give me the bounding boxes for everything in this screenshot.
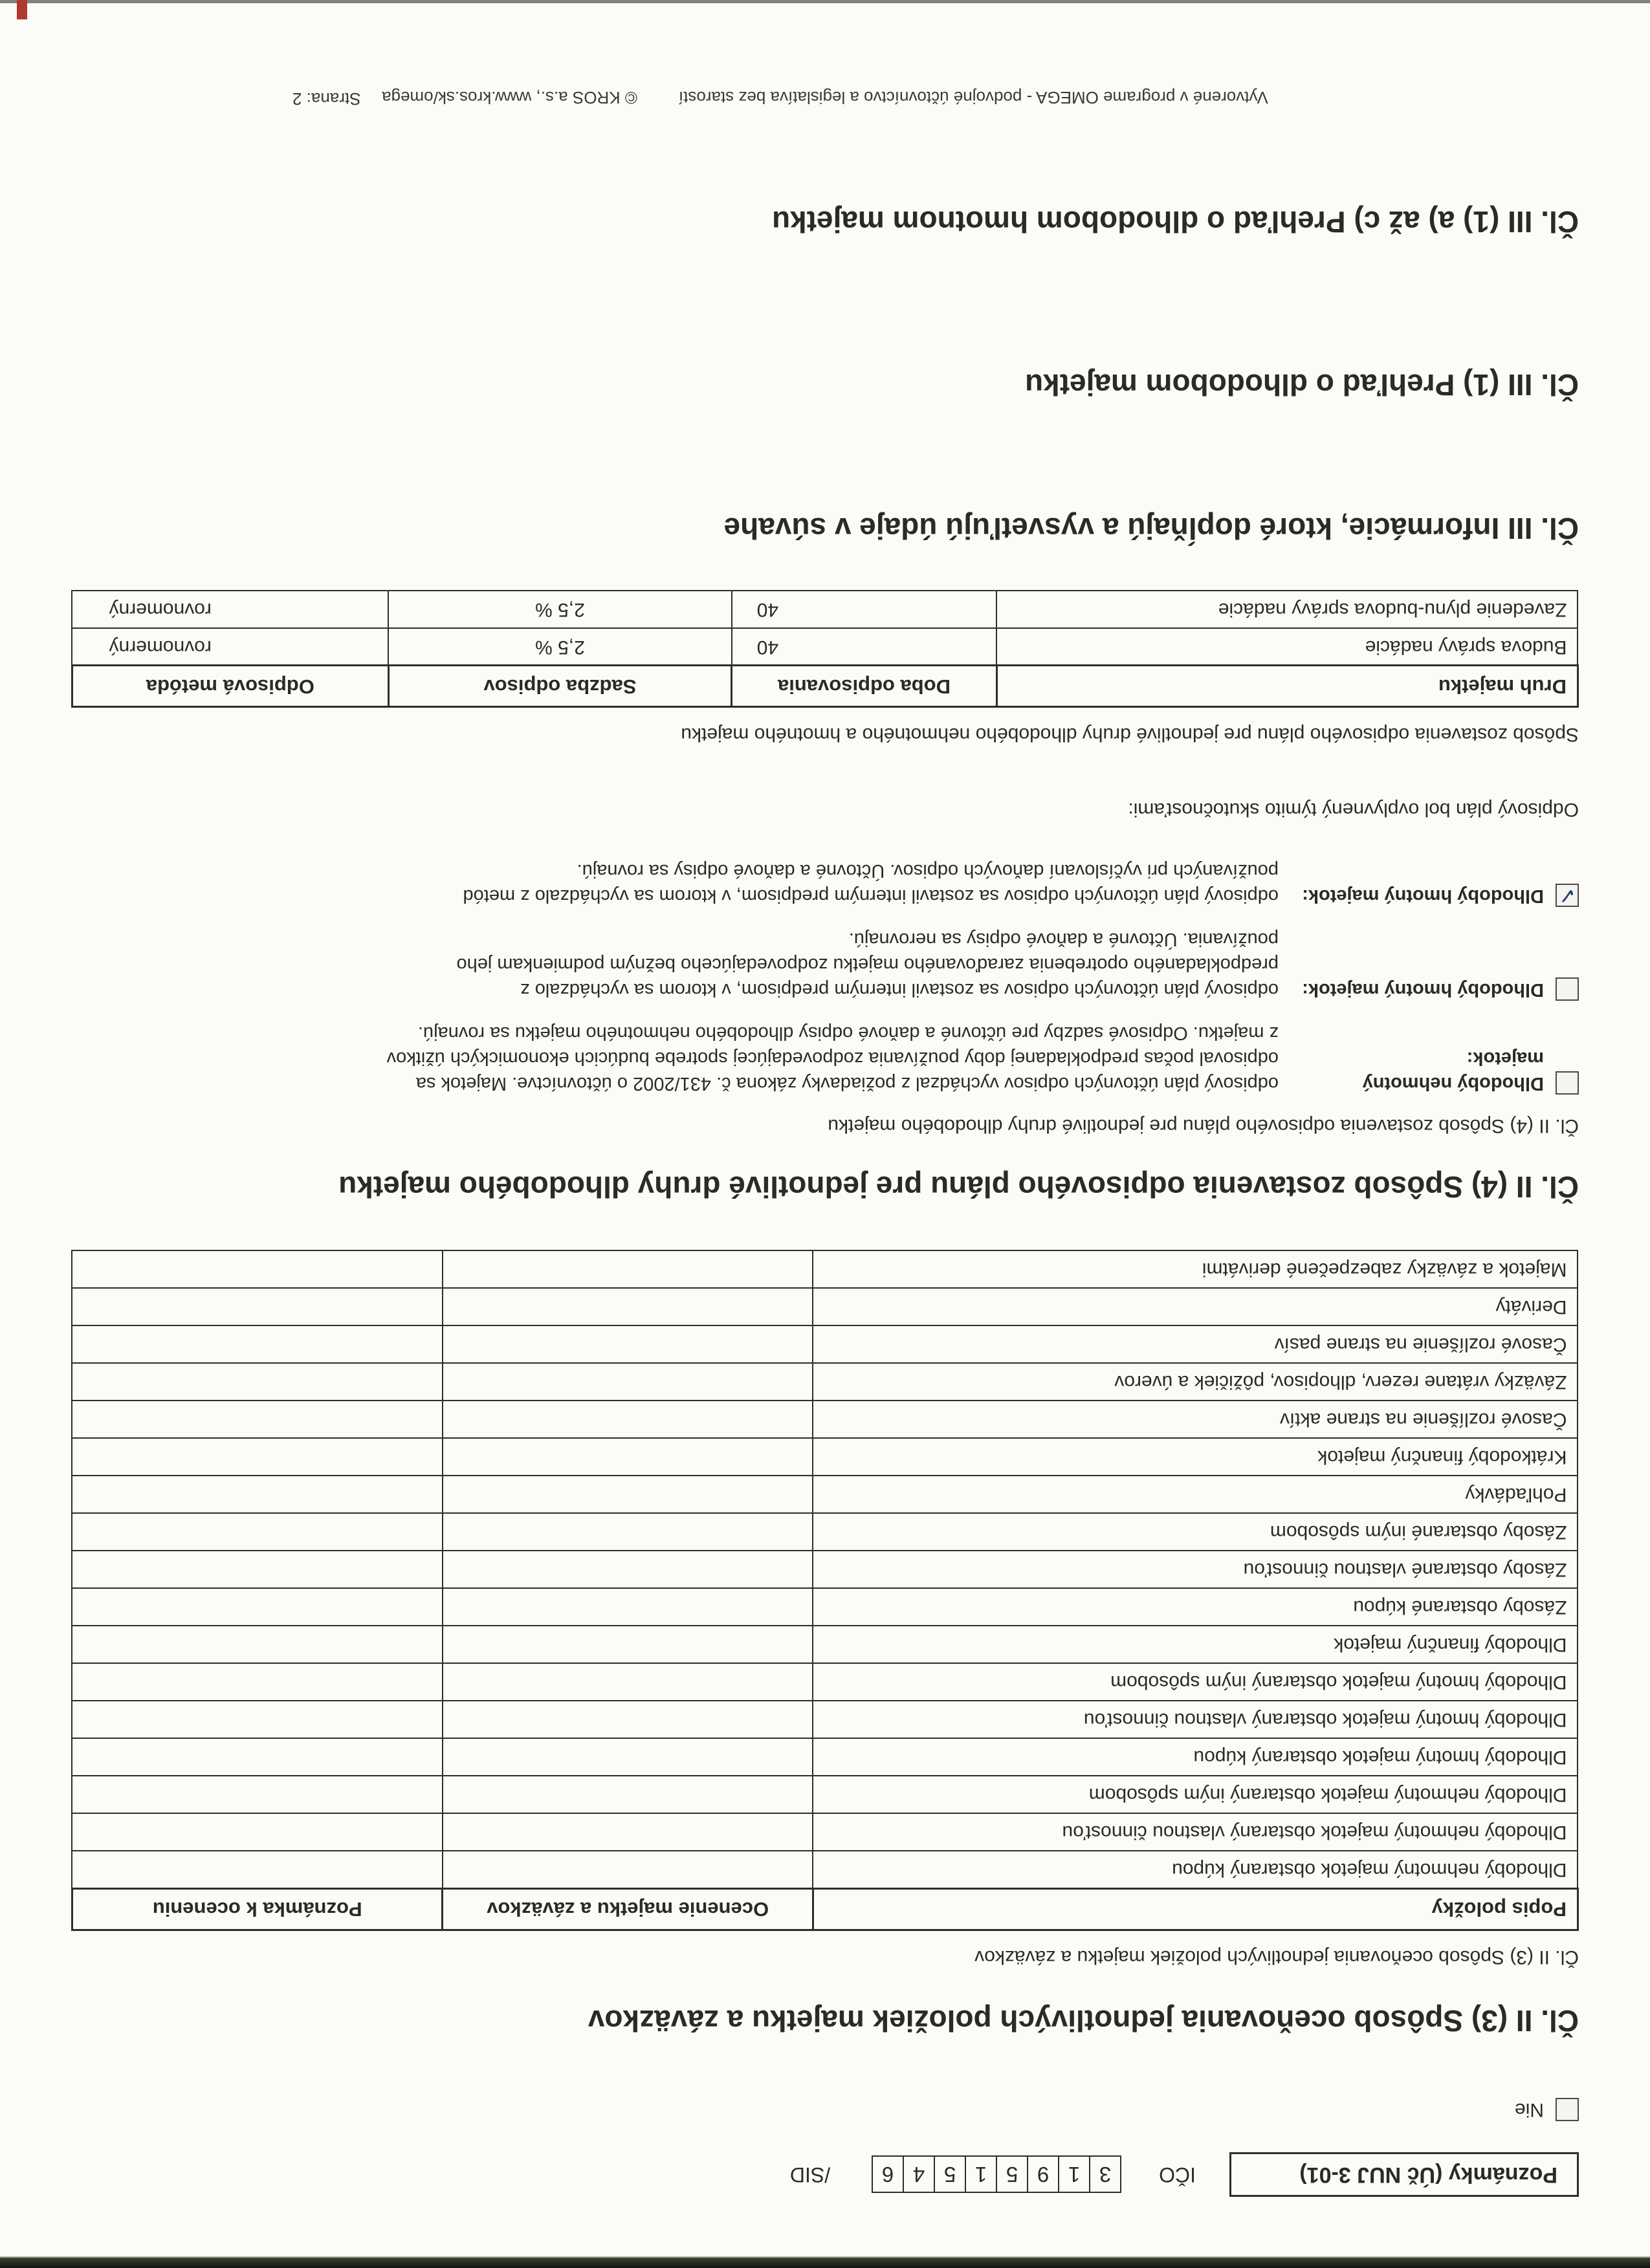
item-cell: Dlhodobý hmotný majetok obstaraný iným spôsobom: [813, 1664, 1578, 1701]
ico-digit-box: 1: [965, 2156, 997, 2194]
table-row: [72, 1364, 1578, 1401]
table-row: [72, 1664, 1578, 1701]
ico-digit-boxes: [872, 2156, 1121, 2194]
valuation-cell: [443, 1326, 813, 1364]
copyright-text: © KROS a.s., www.kros.sk/omega: [382, 88, 637, 107]
item-cell: Dlhodobý nehmotný majetok obstaraný vlastnou činnosťou: [813, 1814, 1578, 1851]
table-row: [72, 1589, 1578, 1626]
period-cell: 40: [732, 591, 997, 628]
item-cell: Časové rozlíšenie na strane pasív: [813, 1326, 1578, 1364]
table-row: [72, 1626, 1578, 1664]
ico-digit-box: 3: [1089, 2156, 1121, 2194]
depreciation-options: [71, 858, 1579, 1096]
valuation-cell: [443, 1476, 813, 1514]
sid-label: /SID: [789, 2163, 831, 2186]
depreciation-plan-caption: Spôsob zostavenia odpisového plánu pre jednotlivé druhy dlhodobého nehmotného a hmotného majetku: [681, 724, 1579, 746]
item-cell: Dlhodobý nehmotný majetok obstaraný iným spôsobom: [813, 1776, 1578, 1814]
table-row: [72, 1814, 1578, 1851]
ico-digit-box: 4: [903, 2156, 935, 2194]
checkmark-icon: ✓: [1557, 883, 1577, 908]
header-ocenenie: Ocenenie majetku a záväzkov: [443, 1889, 813, 1930]
note-cell: [72, 1251, 443, 1289]
table-row: [72, 628, 1578, 666]
table-row: [72, 591, 1578, 628]
option-checkbox[interactable]: [1556, 1072, 1579, 1095]
note-cell: [72, 1701, 443, 1739]
valuation-cell: [443, 1664, 813, 1701]
valuation-cell: [443, 1776, 813, 1814]
nie-checkbox[interactable]: [1556, 2098, 1579, 2121]
table-row: [72, 1739, 1578, 1776]
ico-digit-box: 9: [1027, 2156, 1059, 2194]
option-text: odpisový plán účtovných odpisov sa zostavil interným predpisom, v ktorom sa vychádzalo z predpokladaného opotrebenia zaraďovaného majetku zodpovedajúceho bežným podmienkam jeho používania. Účtovné a daňové odpisy sa nerovnajú.: [456, 929, 1279, 1001]
valuation-cell: [443, 1739, 813, 1776]
table-row: [72, 1776, 1578, 1814]
item-cell: Dlhodobý nehmotný majetok obstaraný kúpou: [813, 1851, 1578, 1889]
creator-line: [0, 87, 1650, 107]
valuation-cell: [443, 1364, 813, 1401]
item-cell: Pohľadávky: [813, 1476, 1578, 1514]
header-druh-majetku: Druh majetku: [996, 666, 1578, 707]
option-label: Dlhodobý hmotný majetok:: [1302, 886, 1544, 907]
header-sadzba-odpisov: Sadzba odpisov: [388, 666, 732, 707]
ico-label: IČO: [1159, 2163, 1196, 2186]
table-row: [72, 1476, 1578, 1514]
note-cell: [72, 1776, 443, 1814]
header-odpisova-metoda: Odpisová metóda: [72, 666, 389, 707]
nie-label: Nie: [1514, 2099, 1544, 2121]
section-3-heading: Čl. III Informácie, ktoré dopĺňajú a vysvetľujú údaje v súvahe: [723, 512, 1579, 545]
item-cell: Dlhodobý finančný majetok: [813, 1626, 1578, 1664]
table-row: [72, 1289, 1578, 1326]
table-row: [72, 1551, 1578, 1589]
header-popis-polozky: Popis položky: [813, 1889, 1578, 1930]
note-cell: [72, 1326, 443, 1364]
section-2-3-subheading: Čl. II (3) Spôsob oceňovania jednotlivých položiek majetku a záväzkov: [974, 1946, 1579, 1968]
section-2-4-subheading: Čl. II (4) Spôsob zostavenia odpisového plánu pre jednotlivé druhy dlhodobého majetku: [828, 1115, 1579, 1137]
item-cell: Krátkodobý finančný majetok: [813, 1439, 1578, 1476]
option-tangible-assets-1: [71, 927, 1579, 1003]
asset-type-cell: Zavedenie plynu-budova správy nadácie: [996, 591, 1578, 628]
item-cell: Deriváty: [813, 1289, 1578, 1326]
item-cell: Časové rozlíšenie na strane aktív: [813, 1401, 1578, 1439]
item-cell: Zásoby obstarané iným spôsobom: [813, 1514, 1578, 1551]
note-cell: [72, 1289, 443, 1326]
note-cell: [72, 1364, 443, 1401]
asset-type-cell: Budova správy nadácie: [996, 628, 1578, 666]
note-cell: [72, 1476, 443, 1514]
ico-digit-box: 6: [872, 2156, 904, 2194]
table-row: [72, 1326, 1578, 1364]
note-cell: [72, 1664, 443, 1701]
option-label: Dlhodobý nehmotný majetok:: [1362, 1048, 1544, 1095]
item-cell: Majetok a záväzky zabezpečené derivátmi: [813, 1251, 1578, 1289]
note-cell: [72, 1851, 443, 1889]
table-header-row: [72, 1889, 1578, 1930]
note-cell: [72, 1514, 443, 1551]
section-2-3-heading: Čl. II (3) Spôsob oceňovania jednotlivých položiek majetku a záväzkov: [588, 2004, 1579, 2038]
note-cell: [72, 1626, 443, 1664]
item-cell: Dlhodobý hmotný majetok obstaraný kúpou: [813, 1739, 1578, 1776]
influence-line: Odpisový plán bol ovplyvnený týmito skutočnosťami:: [1128, 799, 1579, 821]
table-row: [72, 1514, 1578, 1551]
nie-option: [71, 2098, 1579, 2121]
table-row: [72, 1701, 1578, 1739]
valuation-cell: [443, 1589, 813, 1626]
rate-cell: 2,5 %: [388, 591, 732, 628]
note-cell: [72, 1814, 443, 1851]
header-poznamka: Poznámka k oceneniu: [72, 1889, 443, 1930]
table-row: [72, 1439, 1578, 1476]
valuation-cell: [443, 1251, 813, 1289]
table-header-row: [72, 666, 1578, 707]
ico-digit-box: 1: [1058, 2156, 1090, 2194]
note-cell: [72, 1739, 443, 1776]
creator-text: Vytvorené v programe OMEGA - podvojné účtovníctvo a legislatíva bez starostí: [678, 88, 1268, 107]
option-tangible-assets-2: [71, 858, 1579, 909]
note-cell: [72, 1551, 443, 1589]
ico-digit-box: 5: [934, 2156, 966, 2194]
valuation-cell: [443, 1289, 813, 1326]
item-cell: Zásoby obstarané kúpou: [813, 1589, 1578, 1626]
valuation-cell: [443, 1514, 813, 1551]
method-cell: rovnomerný: [72, 628, 389, 666]
depreciation-table: [71, 590, 1579, 708]
option-text: odpisový plán účtovných odpisov sa zostavil interným predpisom, v ktorom sa vychádzalo z metód používaných pri vyčíslovaní daňových odpisov. Účtovné a daňové odpisy sa rovnajú.: [463, 860, 1279, 907]
section-3-1ac-heading: Čl. III (1) a) až c) Prehľad o dlhodobom hmotnom majetku: [771, 205, 1579, 239]
form-header: [71, 2152, 1579, 2197]
valuation-cell: [443, 1626, 813, 1664]
period-cell: 40: [732, 628, 997, 666]
page-footer: [0, 82, 1650, 107]
table-row: [72, 1251, 1578, 1289]
item-cell: Zásoby obstarané vlastnou činnosťou: [813, 1551, 1578, 1589]
item-cell: Záväzky vrátane rezerv, dlhopisov, pôžičiek a úverov: [813, 1364, 1578, 1401]
valuation-table: [71, 1250, 1579, 1932]
option-intangible-assets: [71, 1021, 1579, 1096]
note-cell: [72, 1401, 443, 1439]
rate-cell: 2,5 %: [388, 628, 732, 666]
page-number: Strana: 2: [292, 89, 361, 109]
method-cell: rovnomerný: [72, 591, 389, 628]
option-checkbox-checked[interactable]: [1556, 884, 1579, 908]
note-cell: [72, 1439, 443, 1476]
valuation-cell: [443, 1551, 813, 1589]
ico-digit-box: 5: [996, 2156, 1028, 2194]
valuation-cell: [443, 1401, 813, 1439]
option-label: Dlhodobý hmotný majetok:: [1302, 979, 1544, 1001]
form-title: Poznámky (Úč NUJ 3-01): [1229, 2152, 1579, 2197]
valuation-cell: [443, 1814, 813, 1851]
option-text: odpisový plán účtovných odpisov vychádzal z požiadavky zákona č. 431/2002 o účtovníctve. Majetok sa odpisoval počas predpokladanej doby používania zodpovedajúcej spotrebe budúcich ekonomických úžitkov z majetku. Odpisové sadzby pre účtovné a daňové odpisy dlhodobého nehmotného majetku sa rovnajú.: [386, 1023, 1279, 1095]
item-cell: Dlhodobý hmotný majetok obstaraný vlastnou činnosťou: [813, 1701, 1578, 1739]
note-cell: [72, 1589, 443, 1626]
table-row: [72, 1401, 1578, 1439]
table-row: [72, 1851, 1578, 1889]
option-checkbox[interactable]: [1556, 978, 1579, 1001]
valuation-cell: [443, 1439, 813, 1476]
section-3-1-heading: Čl. III (1) Prehľad o dlhodobom majetku: [1024, 368, 1579, 402]
valuation-cell: [443, 1851, 813, 1889]
section-2-4-heading: Čl. II (4) Spôsob zostavenia odpisového plánu pre jednotlivé druhy dlhodobého majetku: [338, 1170, 1579, 1205]
header-doba-odpisovania: Doba odpisovania: [732, 666, 997, 707]
valuation-cell: [443, 1701, 813, 1739]
